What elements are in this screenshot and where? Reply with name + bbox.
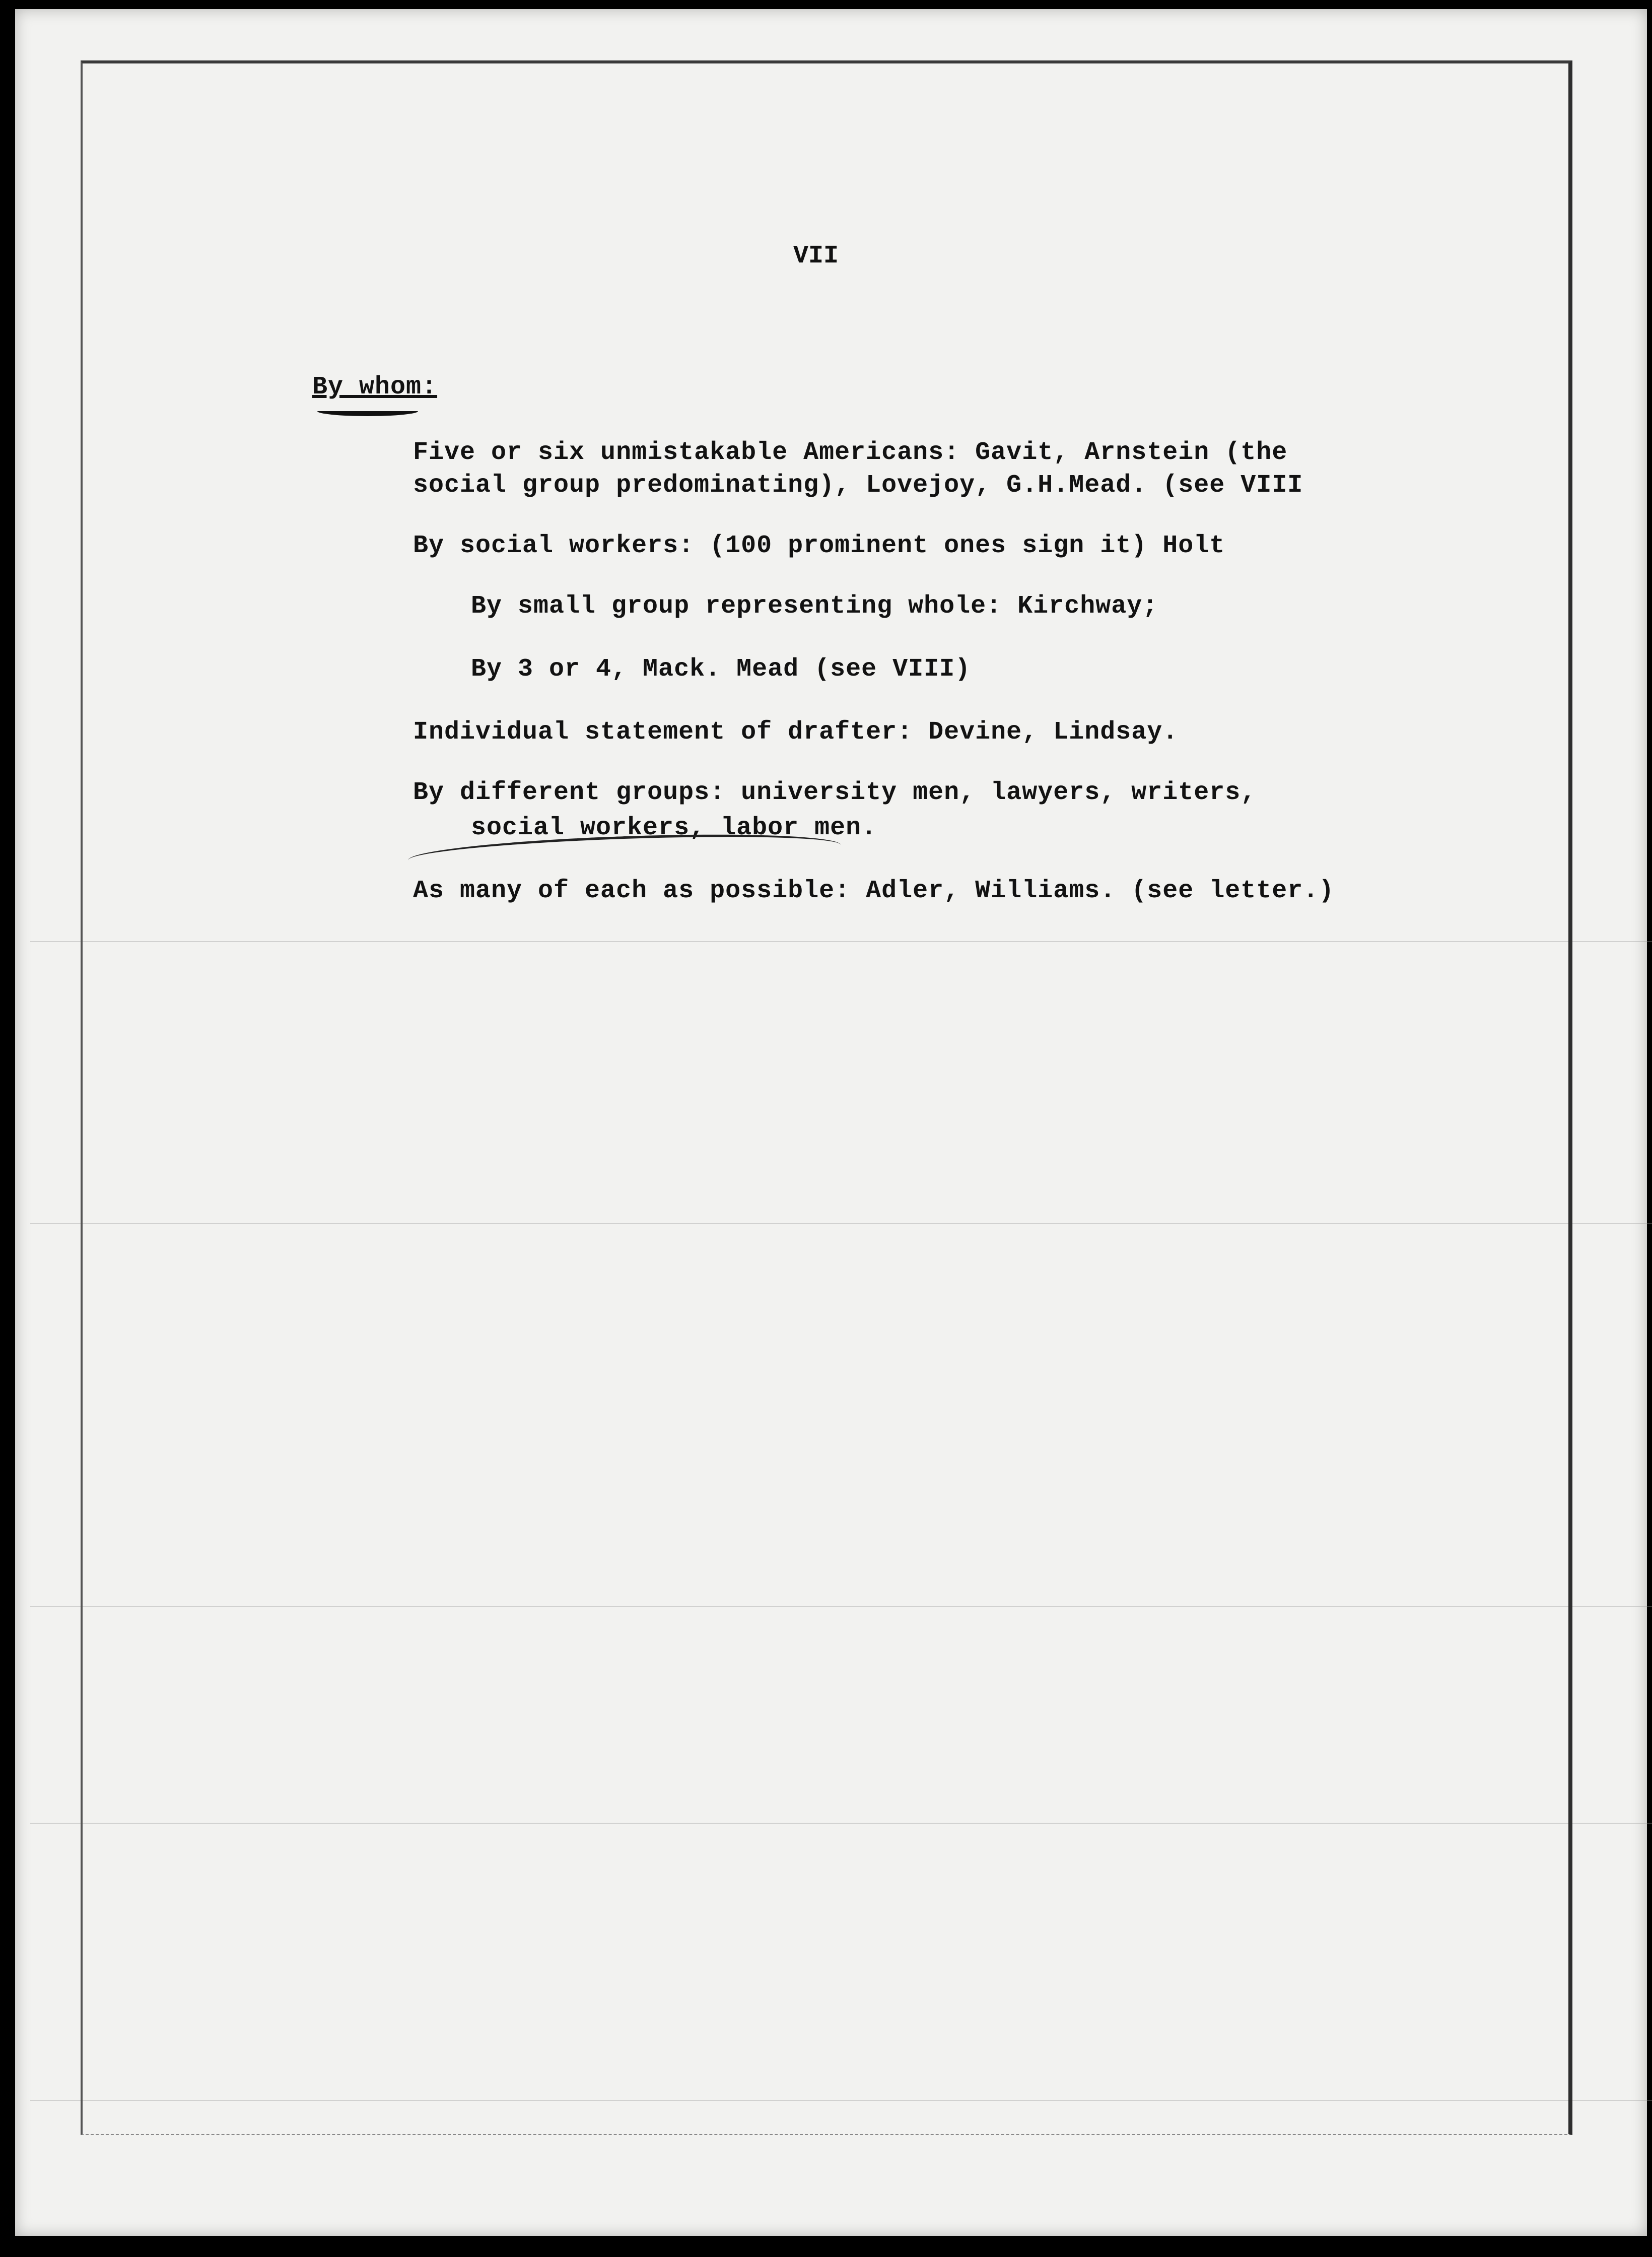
page-heading: VII: [793, 242, 839, 271]
text-line: Individual statement of drafter: Devine, Lindsay.: [413, 718, 1179, 747]
text-line: Five or six unmistakable Americans: Gavit, Arnstein (the: [413, 438, 1288, 467]
text-line: By small group representing whole: Kirchway;: [471, 592, 1158, 621]
text-line: By 3 or 4, Mack. Mead (see VIII): [471, 655, 971, 684]
text-line: social group predominating), Lovejoy, G.H.Mead. (see VIII: [413, 471, 1303, 500]
text-line: By social workers: (100 prominent ones sign it) Holt: [413, 532, 1225, 560]
text-line: social workers, labor men.: [471, 814, 877, 842]
page-frame: [81, 60, 1572, 2135]
text-line: By different groups: university men, lawyers, writers,: [413, 778, 1257, 807]
section-label: By whom:: [312, 373, 438, 402]
text-line: As many of each as possible: Adler, Williams. (see letter.): [413, 877, 1335, 905]
handwritten-underline: [317, 406, 418, 416]
